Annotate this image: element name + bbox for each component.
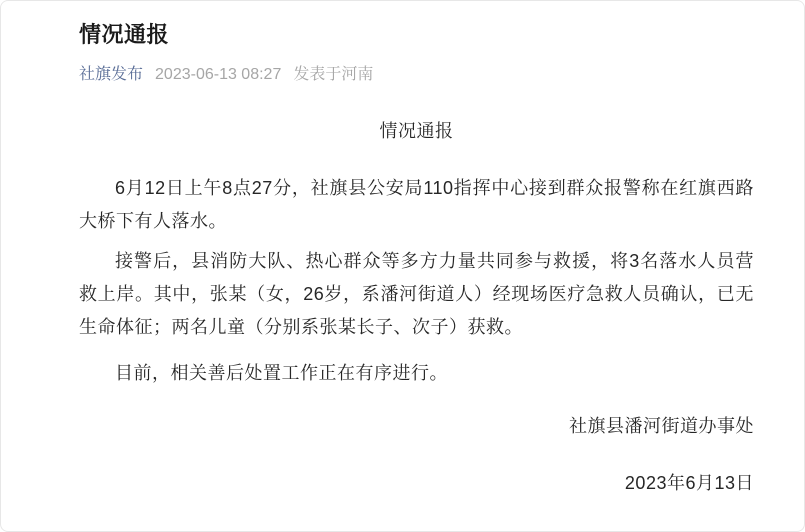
account-name-link[interactable]: 社旗发布: [79, 66, 144, 83]
article-title: 情况通报: [79, 22, 170, 47]
article-inner: [1, 1, 804, 500]
signature-office: 社旗县潘河街道办事处: [569, 416, 754, 436]
paragraph-report: 6月12日上午8点27分，社旗县公安局110指挥中心接到群众报警称在红旗西路大桥下有人落水。: [79, 178, 754, 231]
publish-time: 2023-06-13 08:27: [155, 66, 282, 83]
paragraph-rescue: 接警后，县消防大队、热心群众等多方力量共同参与救援，将3名落水人员营救上岸。其中，张某（女，26岁，系潘河街道人）经现场医疗急救人员确认，已无生命体征；两名儿童（分别系张某长子、次子）获救。: [79, 251, 754, 337]
article-body: [79, 115, 754, 500]
paragraph-followup: 目前，相关善后处置工作正在有序进行。: [115, 363, 448, 383]
publish-location: 发表于河南: [293, 66, 374, 83]
article-meta: [79, 65, 754, 85]
signature-date: 2023年6月13日: [624, 473, 754, 493]
content-heading: 情况通报: [379, 121, 454, 141]
